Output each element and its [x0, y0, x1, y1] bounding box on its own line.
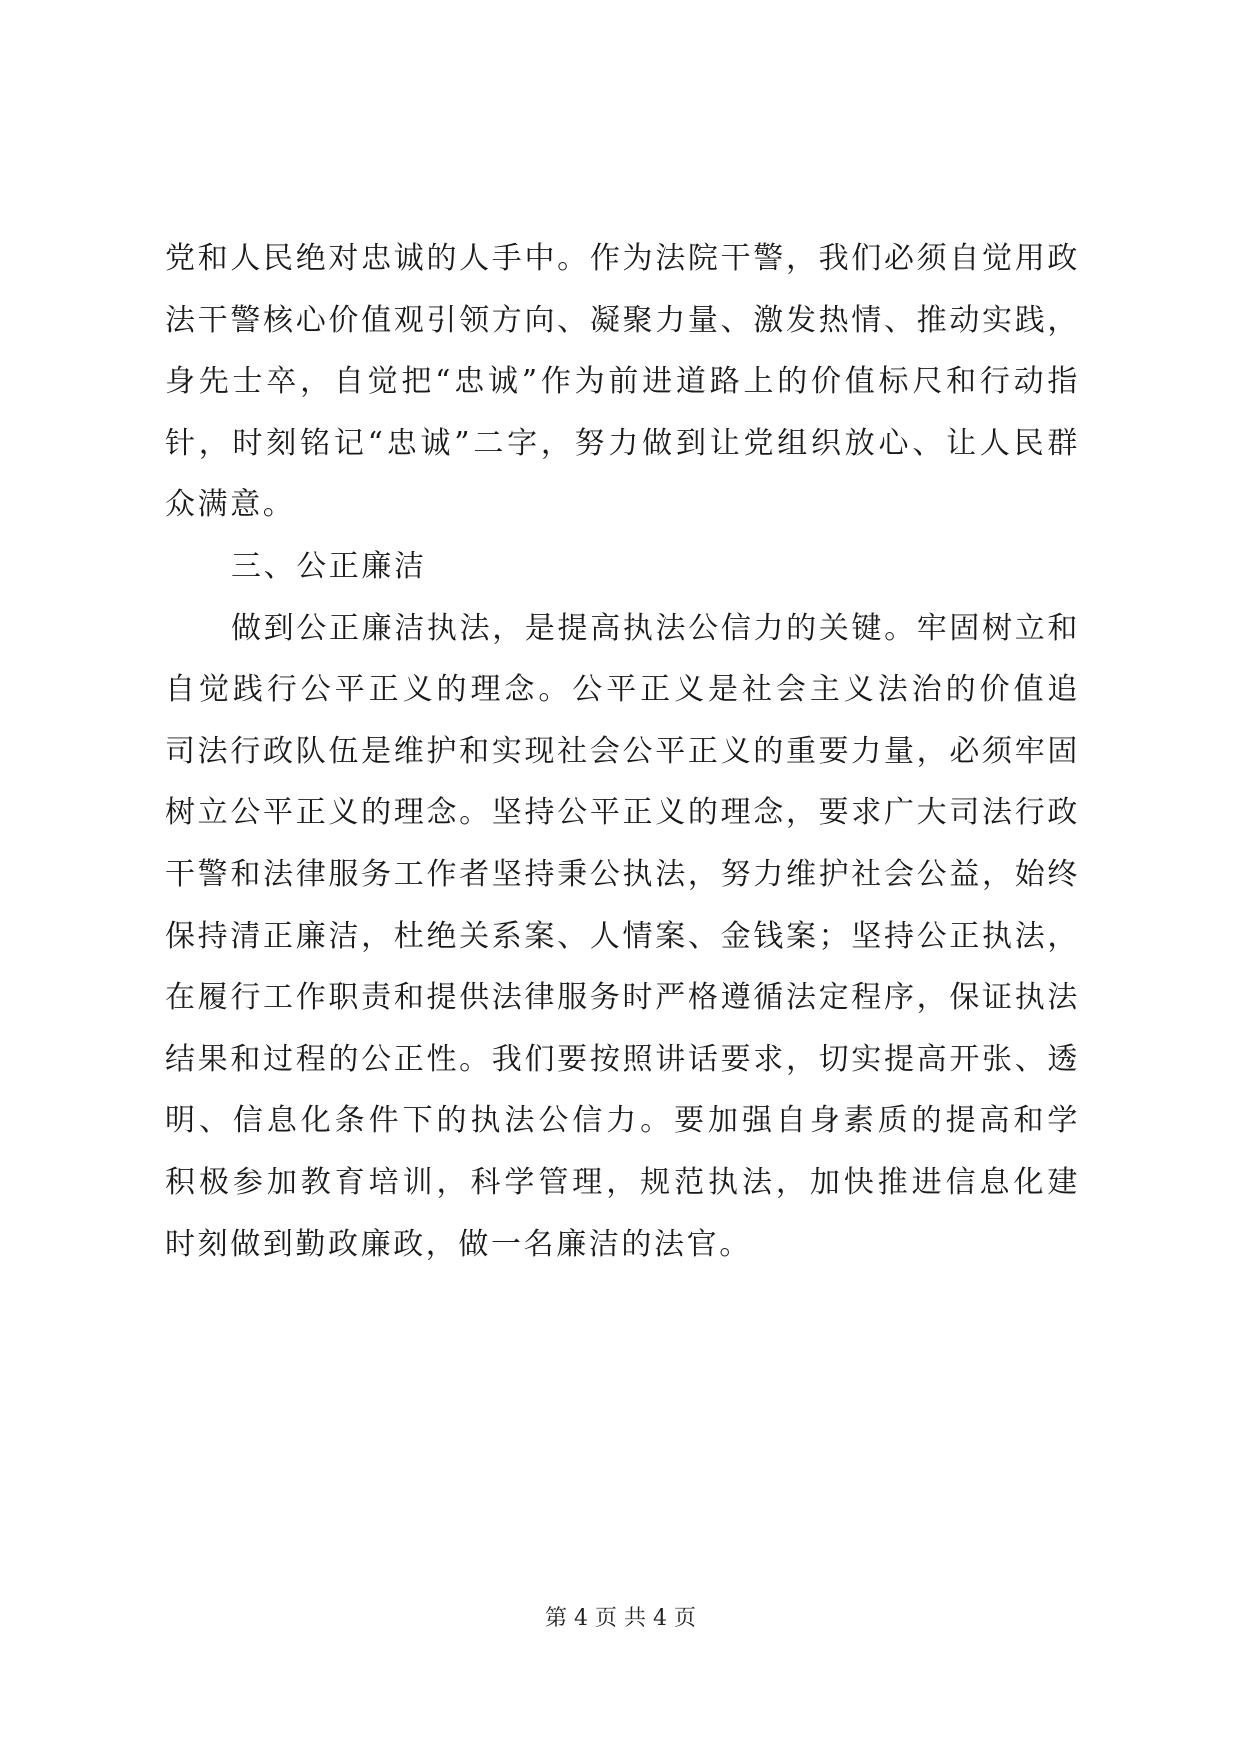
text-line: 结果和过程的公正性。我们要按照讲话要求，切实提高开张、透 [165, 1041, 1080, 1077]
section-heading: 三、公正廉洁 [231, 548, 427, 584]
text-line: 党和人民绝对忠诚的人手中。作为法院干警，我们必须自觉用政 [165, 241, 1080, 276]
paragraph-first-line: 做到公正廉洁执法，是提高执法公信力的关键。牢固树立和 [231, 610, 1080, 646]
text-line: 身先士卒，自觉把“忠诚”作为前进道路上的价值标尺和行动指 [165, 364, 1080, 400]
text-line: 在履行工作职责和提供法律服务时严格遵循法定程序，保证执法 [165, 980, 1080, 1016]
body-text [165, 228, 1080, 1275]
text-line: 积极参加教育培训，科学管理，规范执法，加快推进信息化建 [165, 1164, 1080, 1200]
text-line: 自觉践行公平正义的理念。公平正义是社会主义法治的价值追 [165, 672, 1080, 708]
text-line: 干警和法律服务工作者坚持秉公执法，努力维护社会公益，始终 [165, 856, 1080, 892]
text-line: 针，时刻铭记“忠诚”二字，努力做到让党组织放心、让人民群 [165, 425, 1080, 461]
text-line: 司法行政队伍是维护和实现社会公平正义的重要力量，必须牢固 [165, 733, 1080, 769]
text-line: 明、信息化条件下的执法公信力。要加强自身素质的提高和学 [165, 1103, 1080, 1139]
text-line: 法干警核心价值观引领方向、凝聚力量、激发热情、推动实践， [165, 302, 1080, 338]
text-line: 众满意。 [165, 487, 296, 523]
text-line: 时刻做到勤政廉政，做一名廉洁的法官。 [165, 1226, 752, 1262]
text-line: 树立公平正义的理念。坚持公平正义的理念，要求广大司法行政 [165, 795, 1080, 831]
text-line: 保持清正廉洁，杜绝关系案、人情案、金钱案；坚持公正执法， [165, 918, 1080, 954]
page-number-footer: 第 4 页 共 4 页 [545, 1606, 696, 1631]
